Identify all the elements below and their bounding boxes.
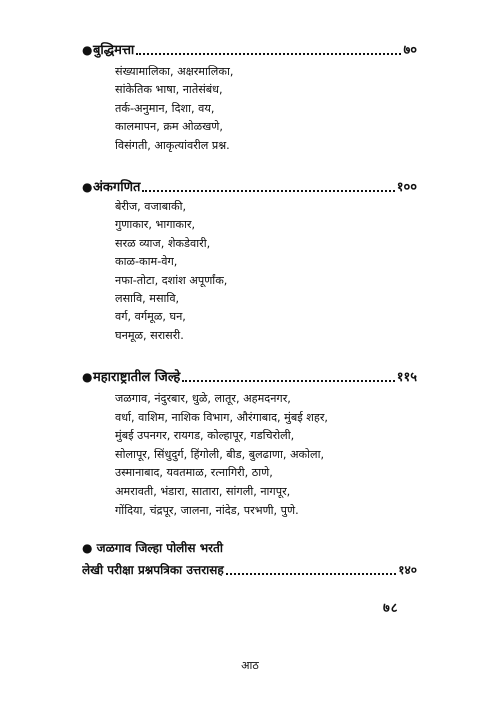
topic-line: जळगाव, नंदुरबार, धुळे, लातूर, अहमदनगर, xyxy=(115,392,291,405)
topic-line: संख्यामालिका, अक्षरमालिका, xyxy=(115,65,234,78)
topic-line: कालमापन, क्रम ओळखणे, xyxy=(115,120,223,134)
topic-line: गोंदिया, चंद्रपूर, जालना, नांदेड, परभणी, पुणे. xyxy=(115,503,299,517)
topic-line: बेरीज, वजाबाकी, xyxy=(115,200,187,213)
entry-title-line2: लेखी परीक्षा प्रश्नपत्रिका उत्तरासह xyxy=(82,563,224,577)
toc-entry-ankaganit xyxy=(82,175,417,195)
topic-line: घनमूळ, सरासरी. xyxy=(115,328,184,342)
topic-line: गुणाकार, भागाकार, xyxy=(115,218,196,232)
topic-line: सांकेतिक भाषा, नातेसंबंध, xyxy=(115,83,223,97)
toc-entry-buddhimatta xyxy=(82,38,417,58)
toc-entry-maharashtratil-jilhe xyxy=(82,365,417,385)
dot-leader xyxy=(142,190,394,192)
district-list xyxy=(115,390,328,520)
topic-line: वर्धा, वाशिम, नाशिक विभाग, औरंगाबाद, मुंबई शहर, xyxy=(115,410,328,424)
toc-entry-jalgaon xyxy=(82,558,417,578)
topic-line: विसंगती, आकृत्यांवरील प्रश्न. xyxy=(115,138,230,152)
toc-entry-jalgaon-title xyxy=(82,539,223,557)
topic-line: सरळ व्याज, शेकडेवारी, xyxy=(115,236,211,250)
page-number: १४० xyxy=(398,563,417,577)
topic-line: वर्ग, वर्गमूळ, घन, xyxy=(115,310,186,324)
dot-leader xyxy=(226,573,397,575)
topic-line: सोलापूर, सिंधुदुर्ग, हिंगोली, बीड, बुलढाणा, अकोला, xyxy=(115,447,325,461)
page-number: ७० xyxy=(403,43,417,58)
page-number: ११५ xyxy=(396,370,417,385)
bullet-icon: ● xyxy=(82,180,93,194)
dot-leader xyxy=(182,380,394,382)
topic-line: लसावि, मसावि, xyxy=(115,292,180,306)
footer-page-label: आठ xyxy=(241,659,259,672)
topic-line: अमरावती, भंडारा, सातारा, सांगली, नागपूर, xyxy=(115,484,291,498)
section-title: महाराष्ट्रातील जिल्हे xyxy=(93,370,181,385)
topic-line: मुंबई उपनगर, रायगड, कोल्हापूर, गडचिरोली, xyxy=(115,429,295,443)
bullet-icon: ● xyxy=(82,370,93,384)
page-number: १०० xyxy=(396,180,417,195)
section-title: बुद्धिमत्ता xyxy=(93,43,135,58)
page-mark: ७८ xyxy=(383,601,399,616)
dot-leader xyxy=(136,53,401,55)
topic-line: नफा-तोटा, दशांश अपूर्णांक, xyxy=(115,273,228,287)
topic-line: तर्क-अनुमान, दिशा, वय, xyxy=(115,101,215,115)
topic-line: उस्मानाबाद, यवतमाळ, रत्नागिरी, ठाणे, xyxy=(115,466,273,480)
topic-list xyxy=(115,63,233,155)
section-title: अंकगणित xyxy=(93,180,141,195)
topic-line: काळ-काम-वेग, xyxy=(115,255,178,269)
bullet-icon: ● xyxy=(82,43,93,57)
bullet-icon: ● xyxy=(82,541,93,555)
entry-title-line1: जळगाव जिल्हा पोलीस भरती xyxy=(96,541,224,555)
topic-list xyxy=(115,198,227,345)
